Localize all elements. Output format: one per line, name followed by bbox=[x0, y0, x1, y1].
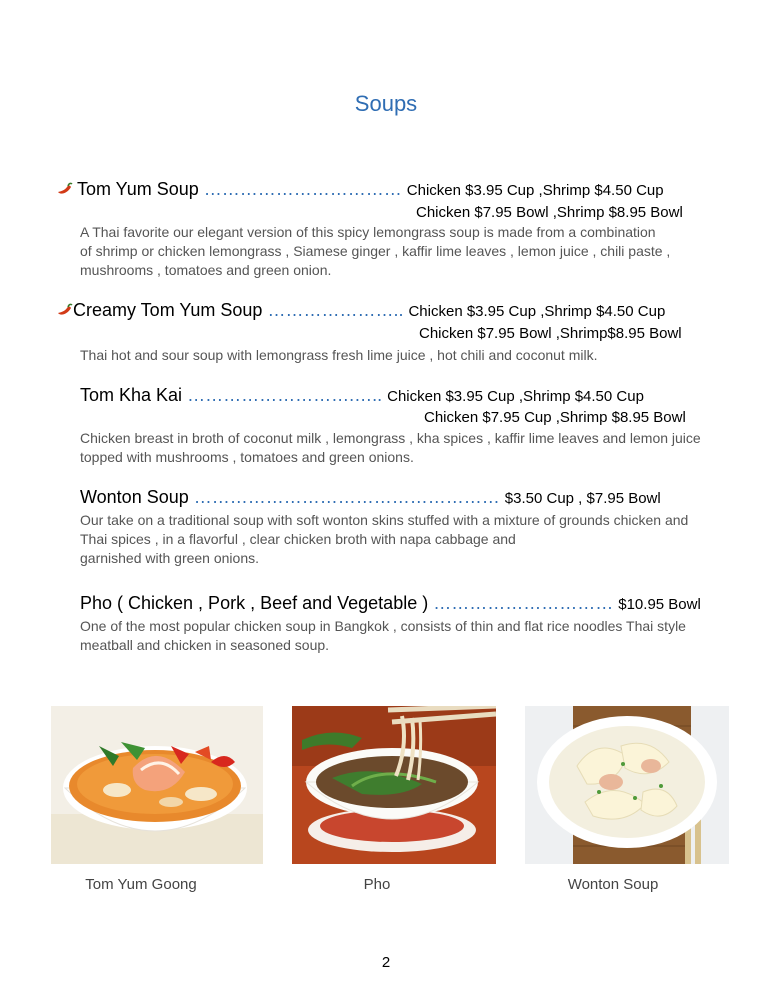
item-price-cup: Chicken $3.95 Cup ,Shrimp $4.50 Cup bbox=[408, 303, 666, 320]
menu-item-tom-kha-kai bbox=[80, 385, 644, 406]
menu-item-creamy-tom-yum bbox=[56, 300, 665, 321]
item-name: Tom Yum Soup bbox=[77, 179, 199, 199]
tom-yum-bowl-icon bbox=[51, 706, 263, 864]
item-name: Creamy Tom Yum Soup bbox=[73, 300, 263, 320]
photo-caption-tom-yum-goong: Tom Yum Goong bbox=[85, 876, 197, 893]
pho-bowl-icon bbox=[292, 706, 496, 864]
desc-line: Thai hot and sour soup with lemongrass fresh lime juice , hot chili and coconut milk. bbox=[80, 347, 598, 363]
item-price-cup: Chicken $3.95 Cup ,Shrimp $4.50 Cup bbox=[406, 182, 664, 199]
menu-item-pho bbox=[80, 593, 701, 614]
chili-pepper-icon bbox=[56, 303, 73, 317]
item-price-bowl: Chicken $7.95 Bowl ,Shrimp$8.95 Bowl bbox=[419, 325, 682, 342]
desc-line: Thai spices , in a flavorful , clear chicken broth with napa cabbage and bbox=[80, 531, 516, 547]
desc-line: Our take on a traditional soup with soft wonton skins stuffed with a mixture of grounds chicken and bbox=[80, 512, 689, 528]
leader-dots: ……………………….….. bbox=[187, 385, 383, 405]
page-title: Soups bbox=[354, 91, 418, 116]
leader-dots: ………………….. bbox=[267, 300, 404, 320]
item-description bbox=[80, 617, 720, 655]
item-price: $3.50 Cup , $7.95 Bowl bbox=[504, 490, 661, 507]
leader-dots: ………………………… bbox=[433, 593, 614, 613]
item-name: Tom Kha Kai bbox=[80, 385, 183, 405]
menu-item-wonton-soup bbox=[80, 487, 661, 508]
item-name: Wonton Soup bbox=[80, 487, 189, 507]
desc-line: garnished with green onions. bbox=[80, 550, 260, 566]
desc-line: A Thai favorite our elegant version of this spicy lemongrass soup is made from a combination bbox=[80, 224, 656, 240]
item-price-cup: Chicken $3.95 Cup ,Shrimp $4.50 Cup bbox=[387, 388, 644, 405]
chili-pepper-icon bbox=[56, 182, 73, 196]
item-price-bowl: Chicken $7.95 Cup ,Shrimp $8.95 Bowl bbox=[424, 409, 686, 426]
item-price-bowl: Chicken $7.95 Bowl ,Shrimp $8.95 Bowl bbox=[416, 204, 683, 221]
leader-dots: …………………………… bbox=[203, 179, 402, 199]
item-description bbox=[80, 223, 720, 280]
item-name: Pho ( Chicken , Pork , Beef and Vegetable ) bbox=[80, 593, 429, 613]
page-number: 2 bbox=[381, 954, 391, 971]
item-description bbox=[80, 429, 740, 467]
leader-dots: …………………………………………… bbox=[193, 487, 500, 507]
item-description bbox=[80, 511, 720, 568]
item-price: $10.95 Bowl bbox=[618, 596, 701, 613]
wonton-bowl-icon bbox=[525, 706, 729, 864]
desc-line: Chicken breast in broth of coconut milk , lemongrass , kha spices , kaffir lime leaves and lemon juice bbox=[80, 430, 701, 446]
desc-line: mushrooms , tomatoes and green onion. bbox=[80, 262, 332, 278]
menu-item-tom-yum bbox=[56, 179, 664, 200]
desc-line: meatball and chicken in seasoned soup. bbox=[80, 637, 330, 653]
item-description bbox=[80, 346, 720, 365]
desc-line: topped with mushrooms , tomatoes and green onions. bbox=[80, 449, 414, 465]
photo-caption-pho: Pho bbox=[363, 876, 391, 893]
desc-line: of shrimp or chicken lemongrass , Siamese ginger , kaffir lime leaves , lemon juice , chili paste , bbox=[80, 243, 671, 259]
desc-line: One of the most popular chicken soup in Bangkok , consists of thin and flat rice noodles Thai style bbox=[80, 618, 686, 634]
photo-caption-wonton-soup: Wonton Soup bbox=[567, 876, 659, 893]
